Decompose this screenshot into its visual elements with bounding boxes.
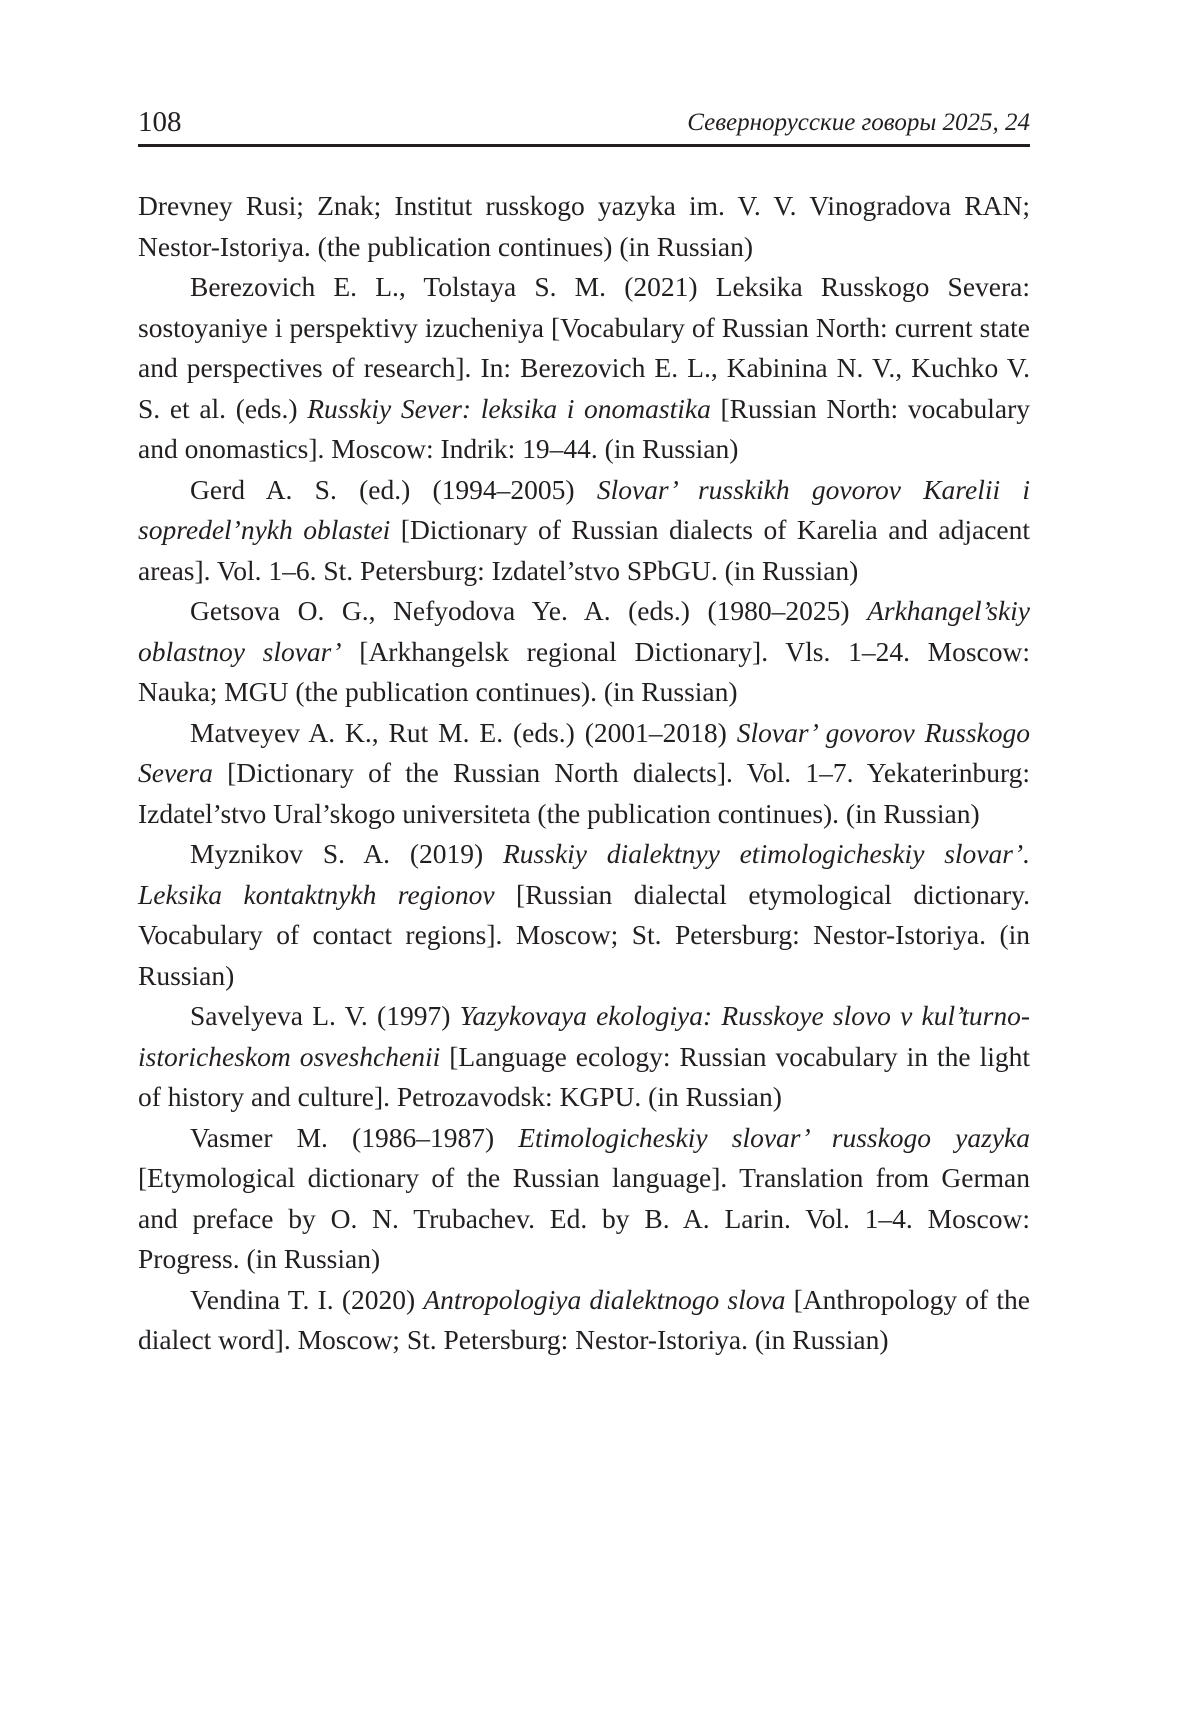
reference-details: [Etymological dictionary of the Russian language]. Translation from German and preface by O. N. Trubachev. Ed. by B. A. Larin. Vol. 1–4. Moscow: Progress. (in Russian) — [138, 1162, 1030, 1274]
reference-entry — [138, 470, 1030, 592]
reference-title: Slovar’ russkikh govorov Karelii i sopredel’nykh oblastei — [138, 473, 1030, 545]
reference-authors: Gerd A. S. (ed.) — [190, 473, 411, 505]
reference-details: [Russian North: vocabulary and onomastics]. Moscow: Indrik: 19–44. (in Russian) — [138, 392, 1030, 464]
reference-title: Etimologicheskiy slovar’ russkogo yazyka — [518, 1121, 1030, 1153]
reference-year: (1980–2025) — [707, 595, 850, 626]
reference-authors: Matveyev A. K., Rut M. E. (eds.) — [190, 716, 575, 748]
reference-entry — [138, 267, 1030, 470]
reference-entry — [138, 1118, 1030, 1280]
reference-continuation: Drevney Rusi; Znak; Institut russkogo yazyka im. V. V. Vinogradova RAN; Nestor-Istoriya. (the publication continues) (in Russian) — [138, 190, 1030, 262]
reference-entry — [138, 834, 1030, 996]
reference-details: [Dictionary of the Russian North dialects]. Vol. 1–7. Yekaterinburg: Izdatel’stvo Ural’skogo universiteta (the publication continues). (in Russian) — [138, 757, 1031, 829]
reference-details: [Anthropology of the dialect word]. Moscow; St. Petersburg: Nestor-Istoriya. (in Russian) — [138, 1283, 1030, 1355]
running-header — [138, 104, 1030, 147]
reference-title: Russkiy dialektnyy etimologicheskiy slovar’. Leksika kontaktnykh regionov — [138, 838, 1031, 910]
reference-entry — [138, 591, 1030, 713]
reference-details: [Dictionary of Russian dialects of Karelia and adjacent areas]. Vol. 1–6. St. Petersburg: Izdatel’stvo SPbGU. (in Russian) — [138, 514, 1030, 586]
reference-entry — [138, 713, 1030, 835]
reference-year: (1994–2005) — [432, 473, 575, 505]
reference-year: (2021) — [624, 271, 698, 302]
reference-details: [Language ecology: Russian vocabulary in the light of history and culture]. Petrozavodsk: KGPU. (in Russian) — [138, 1040, 1031, 1112]
reference-entry — [138, 1280, 1030, 1361]
reference-authors: Myznikov S. A. — [190, 838, 391, 869]
reference-title: Arkhangel’skiy oblastnoy slovar’ — [138, 595, 1030, 667]
reference-entry — [138, 996, 1030, 1118]
reference-title: Slovar’ govorov Russkogo Severa — [138, 716, 1031, 788]
journal-title: Севернорусские говоры 2025, 24 — [687, 109, 1030, 136]
reference-year: (2001–2018) — [584, 716, 727, 748]
reference-year: (1986–1987) — [352, 1121, 495, 1153]
reference-authors: Vendina T. I. — [190, 1283, 334, 1315]
reference-details: [Russian dialectal etymological dictionary. Vocabulary of contact regions]. Moscow; St. Petersburg: Nestor-Istoriya. (in Russian) — [138, 878, 1030, 991]
reference-year: (1997) — [377, 1000, 451, 1031]
reference-list — [138, 186, 1030, 1361]
page-number: 108 — [138, 106, 182, 138]
reference-year: (2020) — [341, 1283, 416, 1315]
reference-year: (2019) — [409, 838, 484, 869]
reference-authors: Berezovich E. L., Tolstaya S. M. — [190, 271, 607, 302]
reference-authors: Vasmer M. — [190, 1121, 328, 1153]
reference-title: Russkiy Sever: leksika i onomastika — [307, 392, 711, 424]
reference-article-title: Leksika Russkogo Severa: sostoyaniye i perspektivy izucheniya [Vocabulary of Russian North: current state and perspectives of research]. In: Berezovich E. L., Kabinina N. V., Kuchko V. S. et al. (eds.) — [138, 271, 1031, 424]
reference-title: Yazykovaya ekologiya: Russkoye slovo v kul’turno-istoricheskom osveshchenii — [138, 1000, 1031, 1072]
reference-authors: Getsova O. G., Nefyodova Ye. A. (eds.) — [190, 595, 690, 626]
reference-authors: Savelyeva L. V. — [190, 1000, 368, 1031]
reference-details: [Arkhangelsk regional Dictionary]. Vls. 1–24. Moscow: Nauka; MGU (the publication continues). (in Russian) — [138, 635, 1031, 707]
reference-title: Antropologiya dialektnogo slova — [423, 1283, 786, 1315]
